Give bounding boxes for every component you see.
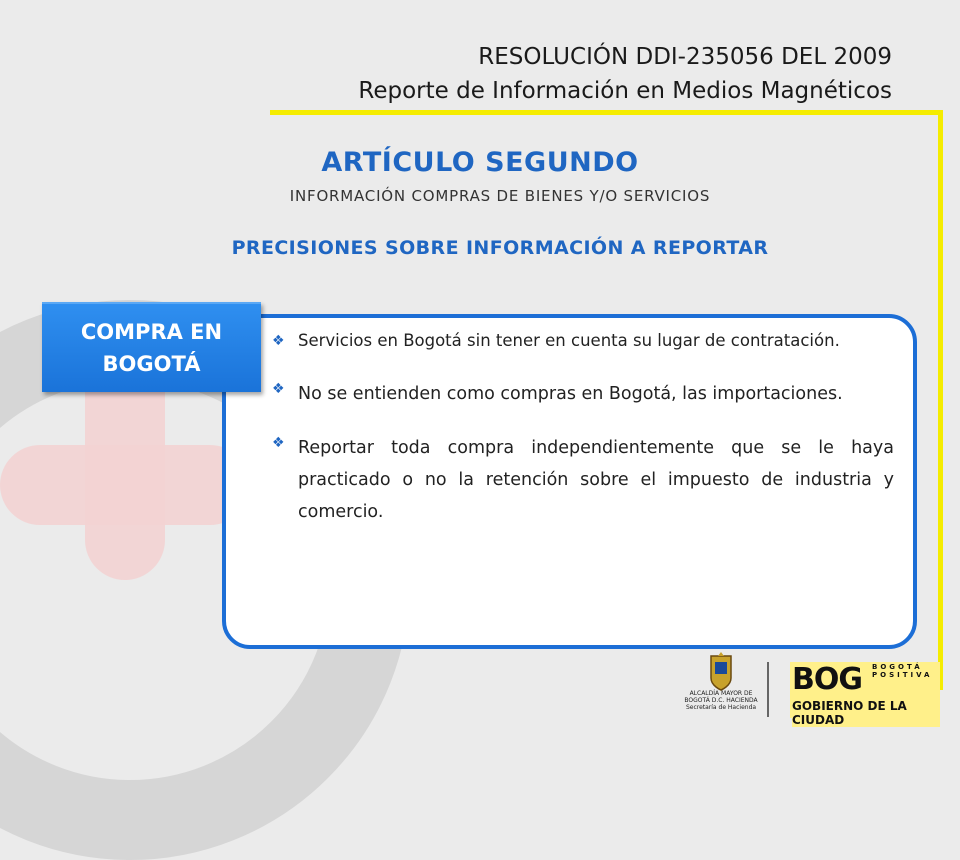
bullet-text: Servicios en Bogotá sin tener en cuenta su lugar de contratación. xyxy=(298,331,840,350)
bullet-item xyxy=(272,432,894,528)
bullet-item xyxy=(272,378,894,410)
bullet-list xyxy=(272,330,894,550)
bullet-text: No se entienden como compras en Bogotá, las importaciones. xyxy=(298,384,843,404)
header-title xyxy=(358,40,892,108)
yellow-rule-top xyxy=(270,110,942,115)
bog-logo: BOG xyxy=(792,662,862,697)
category-tag xyxy=(42,302,261,392)
header-line1: RESOLUCIÓN DDI-235056 DEL 2009 xyxy=(478,44,892,70)
header-line2: Reporte de Información en Medios Magnéticos xyxy=(358,78,892,104)
crest-caption: ALCALDÍA MAYOR DE BOGOTÁ D.C. HACIENDA Secretaría de Hacienda xyxy=(684,690,758,711)
category-tag-label: COMPRA EN BOGOTÁ xyxy=(80,320,223,376)
diamond-bullet-icon: ❖ xyxy=(272,381,285,397)
footer-divider xyxy=(767,662,769,717)
bullet-text: Reportar toda compra independientemente que se le haya practicado o no la retención sobre el impuesto de industria y comercio. xyxy=(298,438,894,522)
section-heading: PRECISIONES SOBRE INFORMACIÓN A REPORTAR xyxy=(231,237,769,259)
article-title: ARTÍCULO SEGUNDO xyxy=(321,147,639,178)
article-subtitle: INFORMACIÓN COMPRAS DE BIENES Y/O SERVICIOS xyxy=(289,187,711,205)
diamond-bullet-icon: ❖ xyxy=(272,435,285,451)
diamond-bullet-icon: ❖ xyxy=(272,333,285,349)
government-label: GOBIERNO DE LA CIUDAD xyxy=(792,699,940,727)
bullet-item xyxy=(272,330,894,352)
bog-logo-side-text: BOGOTÁ POSITIVA xyxy=(872,663,933,679)
